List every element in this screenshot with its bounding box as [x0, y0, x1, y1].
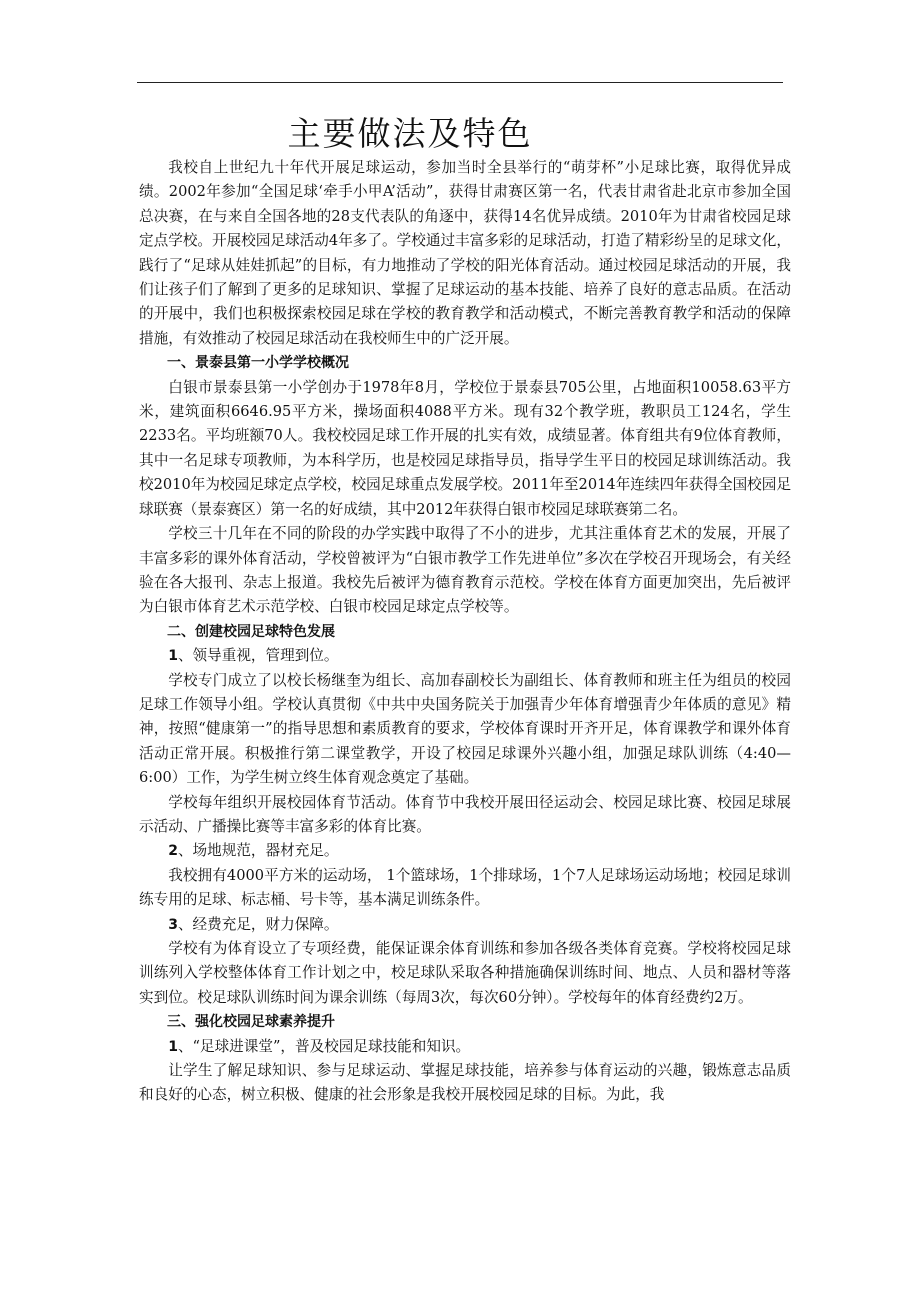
- overview-paragraph-1: 白银市景泰县第一小学创办于1978年8月，学校位于景泰县705公里，占地面积10058.63平方米，建筑面积6646.95平方米，操场面积4088平方米。现有32个教学班，教职员工124名，学生2233名。平均班额70人。我校校园足球工作开展的扎实有效，成绩显著。体育组共有9位体育教师，其中一名足球专项教师，为本科学历，也是校园足球指导员，指导学生平日的校园足球训练活动。我校2010年为校园足球定点学校，校园足球重点发展学校。2011年至2014年连续四年获得全国校园足球联赛（景泰赛区）第一名的好成绩，其中2012年获得白银市校园足球联赛第二名。: [139, 378, 791, 518]
- section-heading-2: 二、创建校园足球特色发展: [167, 623, 335, 640]
- subheading-funding: [139, 913, 791, 937]
- subheading-number: 1: [168, 1038, 178, 1055]
- overview-paragraph-2: 学校三十几年在不同的阶段的办学实践中取得了不小的进步，尤其注重体育艺术的发展，开展了丰富多彩的课外体育活动，学校曾被评为“白银市教学工作先进单位”多次在学校召开现场会，有关经验在各大报刊、杂志上报道。我校先后被评为德育教育示范校。学校在体育方面更加突出，先后被评为白银市体育艺术示范学校、白银市校园足球定点学校等。: [139, 525, 791, 616]
- facilities-paragraph: 我校拥有4000平方米的运动场， 1个篮球场，1个排球场，1个7人足球场运动场地；校园足球训练专用的足球、标志桶、号卡等，基本满足训练条件。: [139, 866, 791, 909]
- subheading-number: 1: [168, 648, 178, 665]
- funding-paragraph: 学校有为体育设立了专项经费，能保证课余体育训练和参加各级各类体育竞赛。学校将校园足球训练列入学校整体体育工作计划之中，校足球队采取各种措施确保训练时间、地点、人员和器材等落实到位。校足球队训练时间为课余训练（每周3次，每次60分钟）。学校每年的体育经费约2万。: [139, 940, 791, 1006]
- subheading-text: 、场地规范，器材充足。: [177, 842, 339, 860]
- page-title: 主要做法及特色: [287, 114, 533, 153]
- section-heading-1: 一、景泰县第一小学学校概况: [167, 355, 349, 372]
- header-rule: [137, 82, 783, 83]
- subheading-text: 、经费充足，财力保障。: [177, 915, 339, 933]
- intro-paragraph: 我校自上世纪九十年代开展足球运动，参加当时全县举行的“萌芽杯”小足球比赛，取得优异成绩。2002年参加“全国足球‘牵手小甲A’活动”，获得甘肃赛区第一名，代表甘肃省赴北京市参加全国总决赛，在与来自全国各地的28支代表队的角逐中，获得14名优异成绩。2010年为甘肃省校园足球定点学校。开展校园足球活动4年多了。学校通过丰富多彩的足球活动，打造了精彩纷呈的足球文化，践行了“足球从娃娃抓起”的目标，有力地推动了学校的阳光体育活动。通过校园足球活动的开展，我们让孩子们了解到了更多的足球知识、掌握了足球运动的基本技能、培养了良好的意志品质。在活动的开展中，我们也积极探索校园足球在学校的教育教学和活动模式，不断完善教育教学和活动的保障措施，有效推动了校园足球活动在我校师生中的广泛开展。: [139, 159, 791, 347]
- sports-festival-paragraph: 学校每年组织开展校园体育节活动。体育节中我校开展田径运动会、校园足球比赛、校园足球展示活动、广播操比赛等丰富多彩的体育比赛。: [139, 793, 791, 835]
- classroom-paragraph: 让学生了解足球知识、参与足球运动、掌握足球技能，培养参与体育运动的兴趣，锻炼意志品质和良好的心态，树立积极、健康的社会形象是我校开展校园足球的目标。为此，我: [139, 1062, 791, 1104]
- subheading-classroom: [139, 1035, 791, 1059]
- subheading-number: 2: [168, 843, 178, 860]
- subheading-text: 、“足球进课堂”，普及校园足球技能和知识。: [177, 1037, 471, 1055]
- subheading-leadership: [139, 644, 791, 668]
- subheading-number: 3: [168, 916, 178, 933]
- leadership-paragraph: 学校专门成立了以校长杨继奎为组长、高加春副校长为副组长、体育教师和班主任为组员的校园足球工作领导小组。学校认真贯彻《中共中央国务院关于加强青少年体育增强青少年体质的意见》精神，按照“健康第一”的指导思想和素质教育的要求，学校体育课时开齐开足，体育课教学和课外体育活动正常开展。积极推行第二课堂教学，开设了校园足球课外兴趣小组，加强足球队训练（4:40—6:00）工作，为学生树立终生体育观念奠定了基础。: [139, 671, 791, 787]
- section-heading-3: 三、强化校园足球素养提升: [167, 1014, 335, 1031]
- document-body: [139, 156, 791, 1108]
- subheading-text: 、领导重视，管理到位。: [177, 647, 339, 665]
- subheading-facilities: [139, 839, 791, 863]
